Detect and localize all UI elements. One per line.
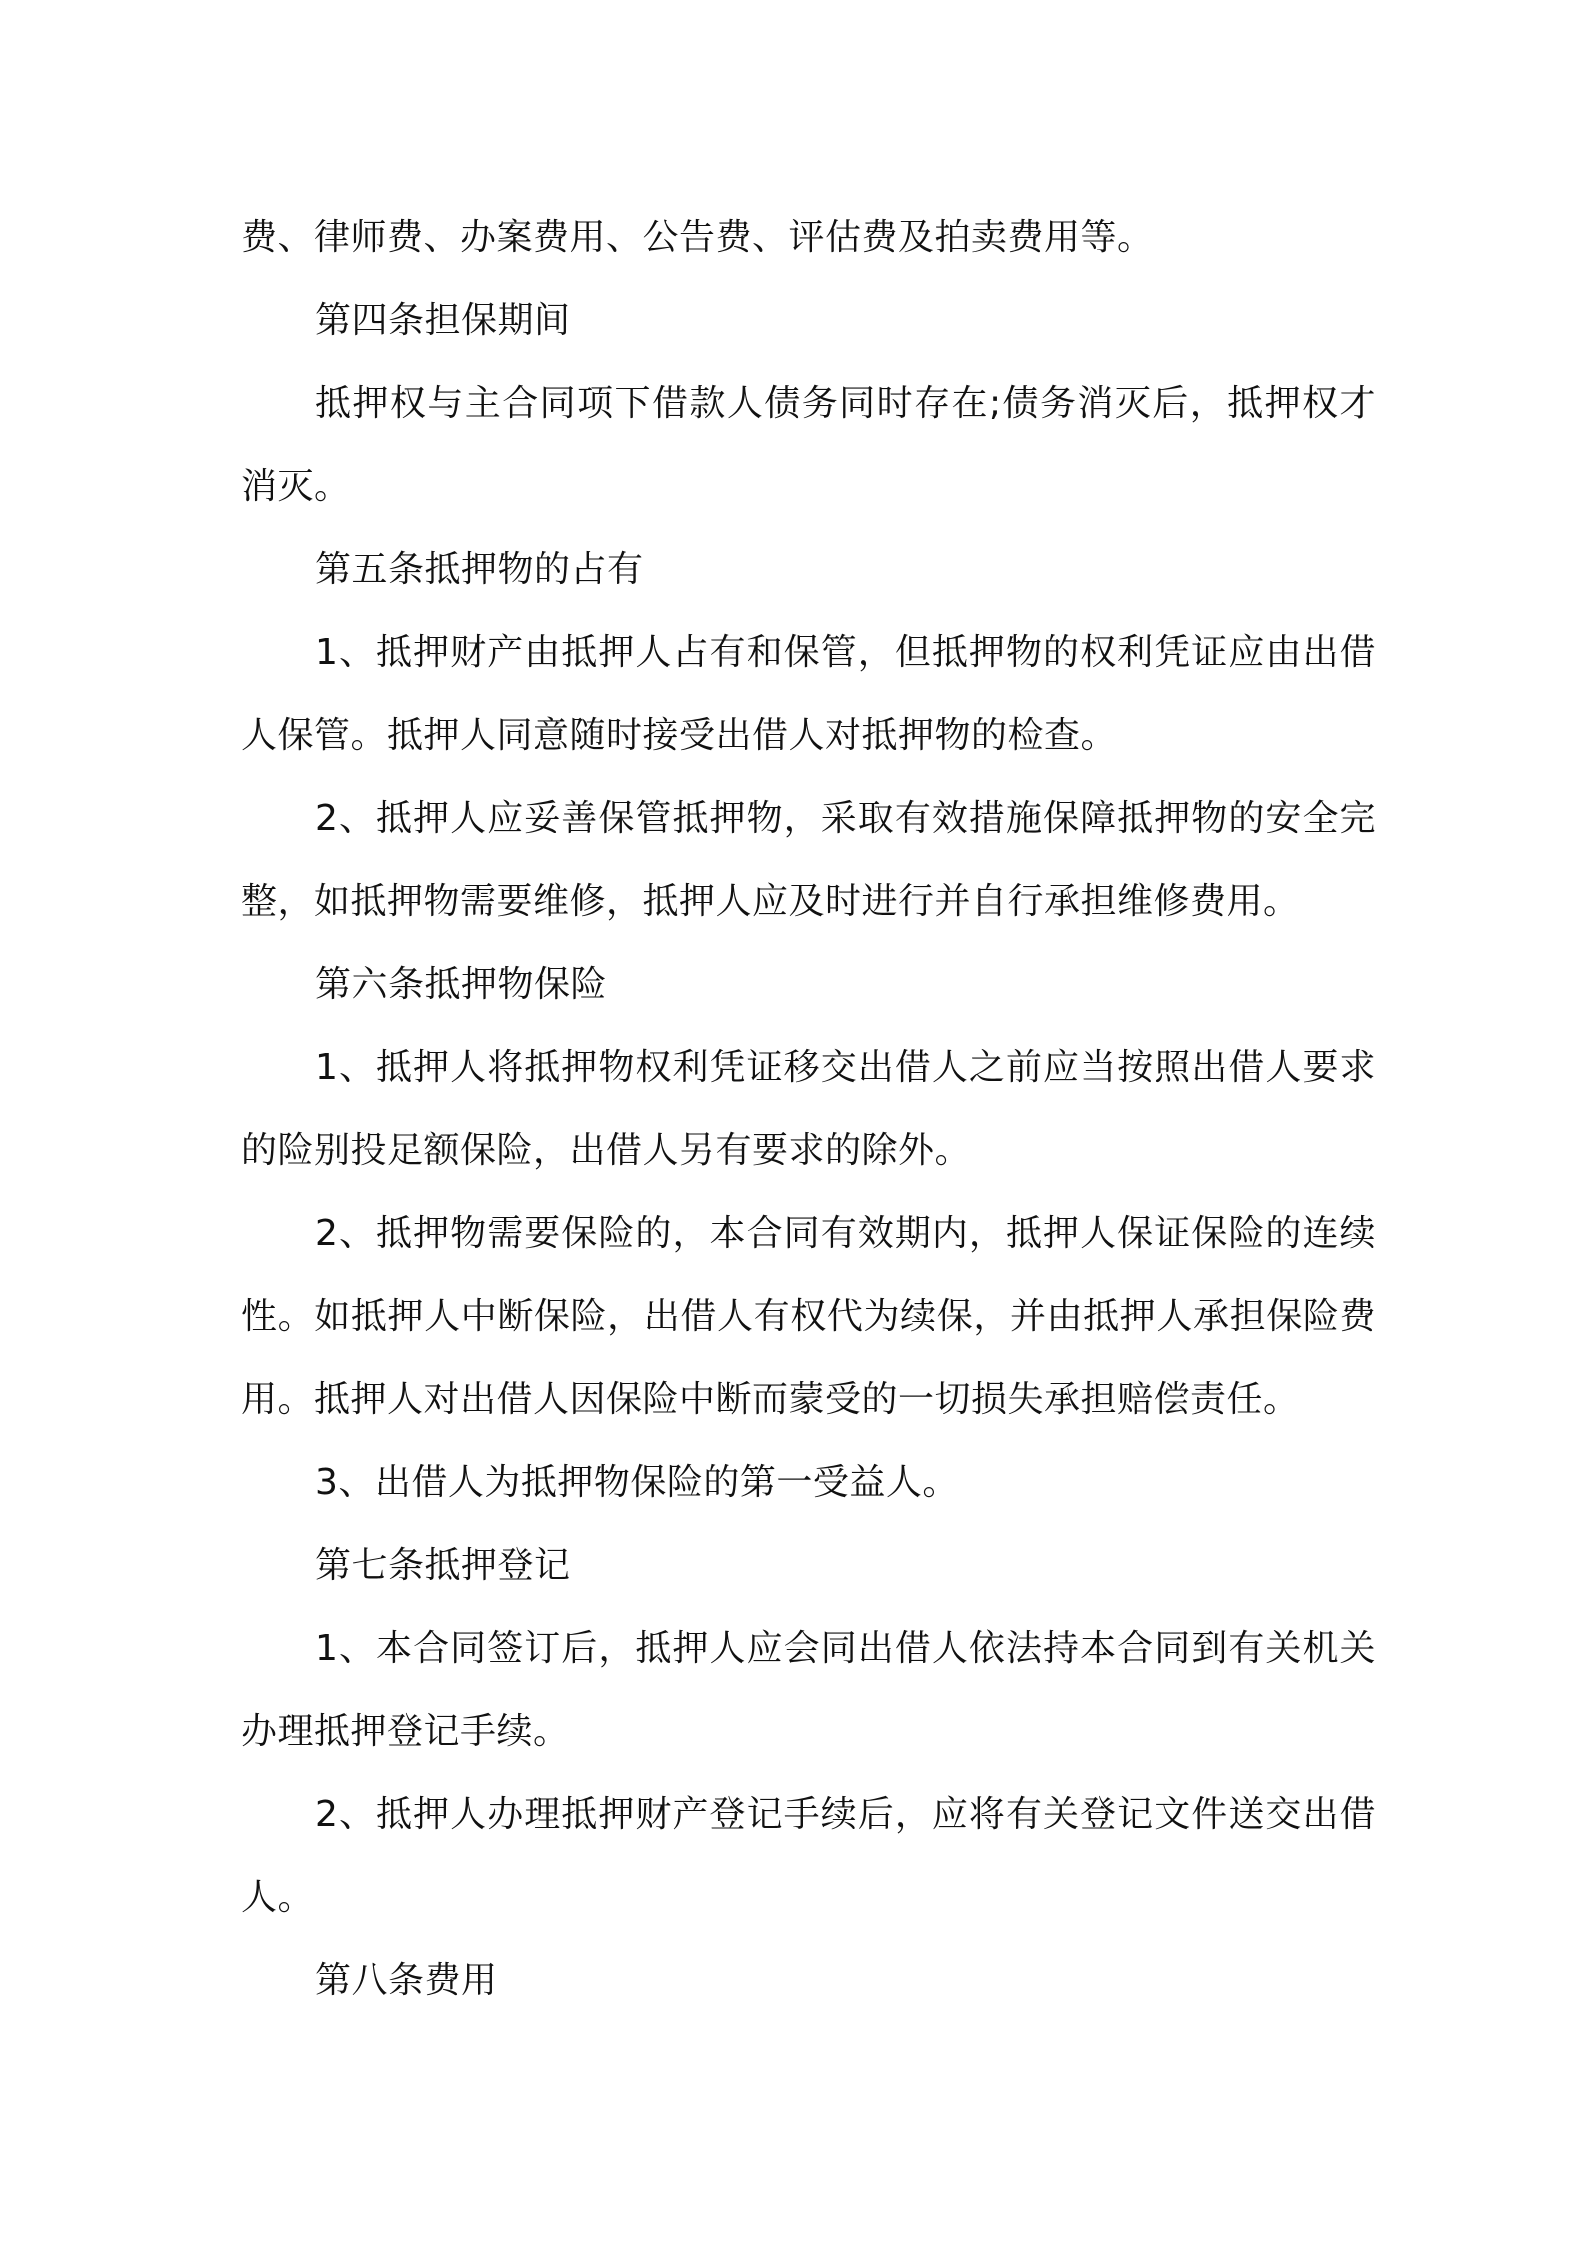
paragraph-registration-1: 1、本合同签订后，抵押人应会同出借人依法持本合同到有关机关办理抵押登记手续。 xyxy=(241,1628,1376,1752)
paragraph-insurance-2: 2、抵押物需要保险的，本合同有效期内，抵押人保证保险的连续性。如抵押人中断保险，出借人有权代为续保，并由抵押人承担保险费用。抵押人对出借人因保险中断而蒙受的一切损失承担赔偿责任。 xyxy=(241,1213,1376,1420)
paragraph-insurance-1: 1、抵押人将抵押物权利凭证移交出借人之前应当按照出借人要求的险别投足额保险，出借人另有要求的除外。 xyxy=(241,1047,1376,1171)
paragraph-possession-1: 1、抵押财产由抵押人占有和保管，但抵押物的权利凭证应由出借人保管。抵押人同意随时接受出借人对抵押物的检查。 xyxy=(241,632,1376,756)
paragraph-possession-2: 2、抵押人应妥善保管抵押物，采取有效措施保障抵押物的安全完整，如抵押物需要维修，抵押人应及时进行并自行承担维修费用。 xyxy=(241,798,1376,922)
paragraph-guarantee-period: 抵押权与主合同项下借款人债务同时存在;债务消灭后，抵押权才消灭。 xyxy=(241,383,1376,507)
heading-article-4: 第四条担保期间 xyxy=(315,300,571,341)
paragraph-registration-2: 2、抵押人办理抵押财产登记手续后，应将有关登记文件送交出借人。 xyxy=(241,1794,1376,1918)
heading-article-7: 第七条抵押登记 xyxy=(315,1545,571,1586)
heading-article-6: 第六条抵押物保险 xyxy=(315,964,608,1005)
document-body xyxy=(241,196,1376,2022)
heading-article-8: 第八条费用 xyxy=(315,1960,498,2001)
paragraph-insurance-3: 3、出借人为抵押物保险的第一受益人。 xyxy=(315,1462,959,1503)
paragraph-fees-continuation: 费、律师费、办案费用、公告费、评估费及拍卖费用等。 xyxy=(241,217,1154,258)
heading-article-5: 第五条抵押物的占有 xyxy=(315,549,644,590)
